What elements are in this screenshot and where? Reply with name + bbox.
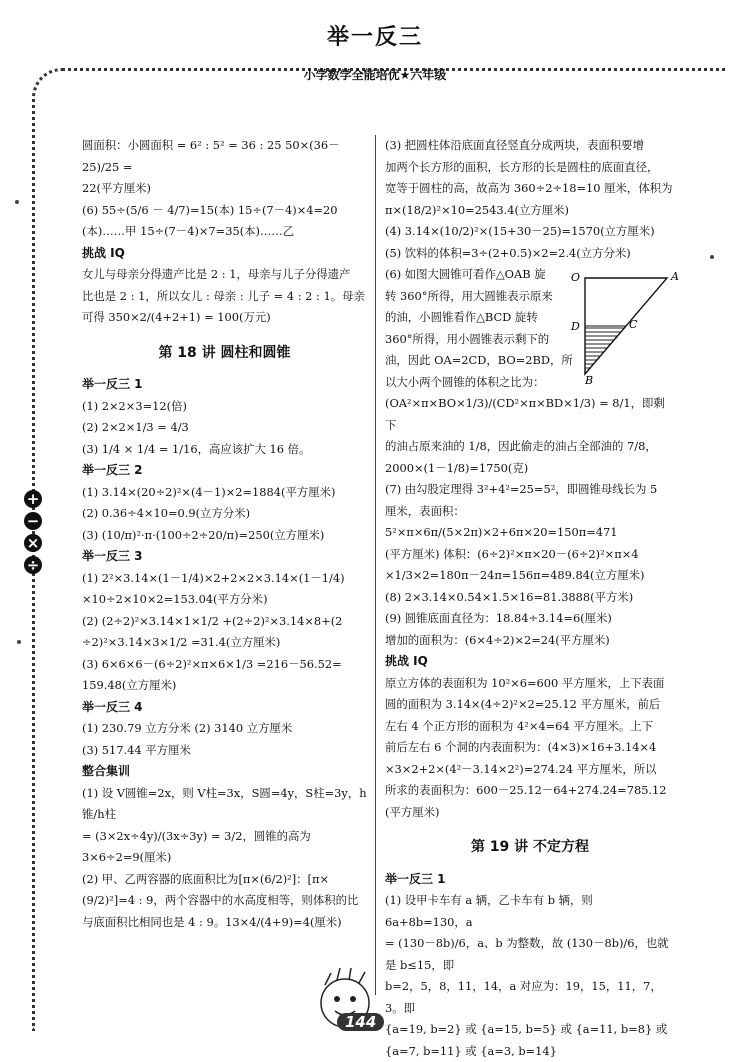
text-line: (4) 3.14×(10/2)²×(15+30－25)=1570(立方厘米) (385, 224, 655, 238)
text-line: (2) 0.36÷4×10=0.9(立方分米) (82, 506, 251, 520)
times-icon: × (24, 534, 42, 552)
label-d: D (571, 320, 580, 333)
text-line: 原立方体的表面积为 10²×6=600 平方厘米，上下表面 (385, 675, 665, 690)
text-line: 22(平方厘米) (82, 181, 151, 195)
text-line: 的油占原来油的 1/8，因此偷走的油占全部油的 7/8， (385, 439, 657, 453)
shaded-triangle-bcd (585, 326, 626, 374)
text-line: 前后左右 6 个洞的内表面积为：(4×3)×16+3.14×4 (385, 740, 657, 754)
text-line: 所求的表面积为：600－25.12－64+274.24=785.12 (385, 783, 667, 797)
section-heading: 举一反三 2 (82, 463, 143, 477)
text-line: (6) 如图大圆锥可看作△OAB 旋 (385, 267, 546, 281)
text-line: = (3×2x÷4y)/(3x÷3y) = 3/2，圆锥的高为 3×6÷2=9(厘米) (82, 828, 311, 864)
text-line: (OA²×π×BO×1/3)/(CD²×π×BD×1/3) = 8/1，即剩下 (385, 396, 665, 432)
section-heading: 举一反三 1 (385, 871, 446, 886)
text-line: (5) 饮料的体积=3÷(2+0.5)×2=2.4(立方分米) (385, 245, 631, 260)
text-line: 360°所得，用小圆锥表示剩下的 (385, 331, 550, 346)
text-line: 圆的面积为 3.14×(4÷2)²×2=25.12 平方厘米，前后 (385, 697, 661, 711)
section-heading: 举一反三 1 (82, 377, 143, 391)
text-line: (1) 2²×3.14×(1－1/4)×2+2×2×3.14×(1－1/4) (82, 570, 345, 585)
decorative-dot (15, 200, 19, 204)
text-line: ×1/3×2=180π－24π=156π=489.84(立方厘米) (385, 568, 645, 582)
label-o: O (571, 271, 581, 284)
text-line: (8) 2×3.14×0.54×1.5×16=81.3888(平方米) (385, 589, 634, 604)
side-operator-icons (24, 490, 46, 578)
text-line: 2000×(1－1/8)=1750(克) (385, 460, 529, 475)
decorative-dot (710, 255, 714, 259)
minus-icon: − (24, 512, 42, 530)
text-line: (1) 设甲卡车有 a 辆，乙卡车有 b 辆，则 6a+8b=130，a (385, 893, 593, 929)
text-line: (9/2)²]=4 : 9，两个容器中的水高度相等，则体积的比 (82, 893, 359, 907)
divide-icon: ÷ (24, 556, 42, 574)
text-line: 与底面积比相同也是 4 : 9。13×4/(4+9)=4(厘米) (82, 914, 342, 929)
text-line: (3) 1/4 × 1/4 = 1/16，高应该扩大 16 倍。 (82, 441, 311, 456)
text-line: = (130－8b)/6，a、b 为整数，故 (130－8b)/6，也就是 b≤15，即 (385, 936, 669, 972)
text-line: 加两个长方形的面积，长方形的长是圆柱的底面直径， (385, 159, 659, 174)
text-line: 左右 4 个正方形的面积为 4²×4=64 平方厘米。上下 (385, 718, 654, 733)
text-line: (2) 甲、乙两容器的底面积比为[π×(6/2)²]：[π× (82, 871, 330, 886)
label-b: B (585, 374, 594, 387)
text-line: (本)……甲 15÷(7－4)×7=35(本)……乙 (82, 224, 295, 238)
text-line: (1) 3.14×(20÷2)²×(4－1)×2=1884(平方厘米) (82, 484, 336, 499)
lesson-title: 第 18 讲 圆柱和圆锥 (158, 344, 291, 361)
text-line: 159.48(立方厘米) (82, 678, 177, 692)
text-line: π×(18/2)²×10=2543.4(立方厘米) (385, 202, 569, 217)
text-line: 油，因此 OA=2CD，BO=2BD，所 (385, 353, 573, 367)
text-line: (2) 2×2×1/3 = 4/3 (82, 420, 189, 434)
text-line: 比也是 2 : 1，所以女儿 : 母亲 : 儿子 = 4 : 2 : 1。母亲 (82, 288, 365, 303)
text-line: 厘米，表面积：5²×π×6π/(5×2π)×2+6π×20=150π=471 (385, 503, 618, 539)
text-line: (6) 55÷(5/6 － 4/7)=15(本) 15÷(7－4)×4=20 (82, 202, 338, 217)
section-heading: 整合集训 (82, 764, 131, 778)
text-line: (平方厘米) (385, 804, 440, 819)
text-line: (3) 把圆柱体沿底面直径竖直分成两块，表面积要增 (385, 138, 644, 152)
text-line: (1) 230.79 立方分米 (2) 3140 立方厘米 (82, 721, 293, 735)
label-a: A (671, 270, 679, 283)
text-line: (7) 由勾股定理得 3²+4²=25=5²，即圆锥母线长为 5 (385, 482, 658, 496)
text-line: (1) 2×2×3=12(倍) (82, 398, 187, 413)
plus-icon: + (24, 490, 42, 508)
text-line: 可得 350×2/(4+2+1) = 100(万元) (82, 310, 271, 324)
text-line: (3) (10/π)²·π·(100÷2÷20/π)=250(立方厘米) (82, 527, 325, 542)
book-title: 举一反三 (326, 25, 423, 50)
text-line: (3) 517.44 平方厘米 (82, 742, 191, 757)
text-line: (2) (2÷2)²×3.14×1×1/2 +(2÷2)²×3.14×8+(2 (82, 613, 343, 628)
text-line: {a=19, b=2} 或 {a=15, b=5} 或 {a=11, b=8} 或 {a=7, b=11} 或 {a=3, b=14} (385, 1022, 668, 1058)
book-subtitle: 小学数学全能培优★六年级 (303, 68, 447, 82)
lesson-title: 第 19 讲 不定方程 (470, 839, 590, 855)
text-line: ×3×2+2×(4²－3.14×2²)=274.24 平方厘米，所以 (385, 761, 657, 776)
text-line: (平方厘米) 体积：(6÷2)²×π×20－(6÷2)²×π×4 (385, 546, 639, 561)
text-line: 的油，小圆锥看作△BCD 旋转 (385, 310, 538, 324)
cone-cross-section-figure (563, 270, 679, 387)
text-line: 以大小两个圆锥的体积之比为： (385, 374, 545, 389)
section-heading: 举一反三 3 (82, 549, 143, 563)
left-column (82, 135, 367, 933)
section-heading: 挑战 IQ (385, 654, 428, 668)
label-c: C (629, 318, 638, 331)
decorative-dot (17, 640, 21, 644)
text-line: ×10÷2×10×2=153.04(平方分米) (82, 592, 268, 606)
text-line: (9) 圆锥底面直径为：18.84÷3.14=6(厘米) (385, 611, 612, 625)
text-line: 圆面积：小圆面积 = 6² : 5² = 36 : 25 50×(36－25)/25 = (82, 138, 340, 174)
text-line: (3) 6×6×6－(6÷2)²×π×6×1/3 =216－56.52= (82, 656, 342, 671)
text-line: 女儿与母亲分得遗产比是 2 : 1，母亲与儿子分得遗产 (82, 267, 351, 281)
page-number: 144 (337, 1013, 384, 1031)
section-heading: 挑战 IQ (82, 245, 125, 260)
section-heading: 举一反三 4 (82, 699, 143, 714)
text-line: 宽等于圆柱的高，故高为 360÷2÷18=10 厘米，体积为 (385, 181, 673, 195)
column-divider (375, 135, 376, 995)
text-line: ÷2)²×3.14×3×1/2 =31.4(立方厘米) (82, 635, 281, 649)
text-line: 转 360°所得，用大圆锥表示原来 (385, 288, 553, 303)
text-line: b=2，5，8，11，14，a 对应为：19，15，11，7，3。即 (385, 979, 662, 1015)
text-line: 增加的面积为：(6×4÷2)×2=24(平方厘米) (385, 632, 610, 647)
text-line: (1) 设 V圆锥=2x，则 V柱=3x，S圆=4y，S柱=3y，h锥/h柱 (82, 785, 367, 821)
